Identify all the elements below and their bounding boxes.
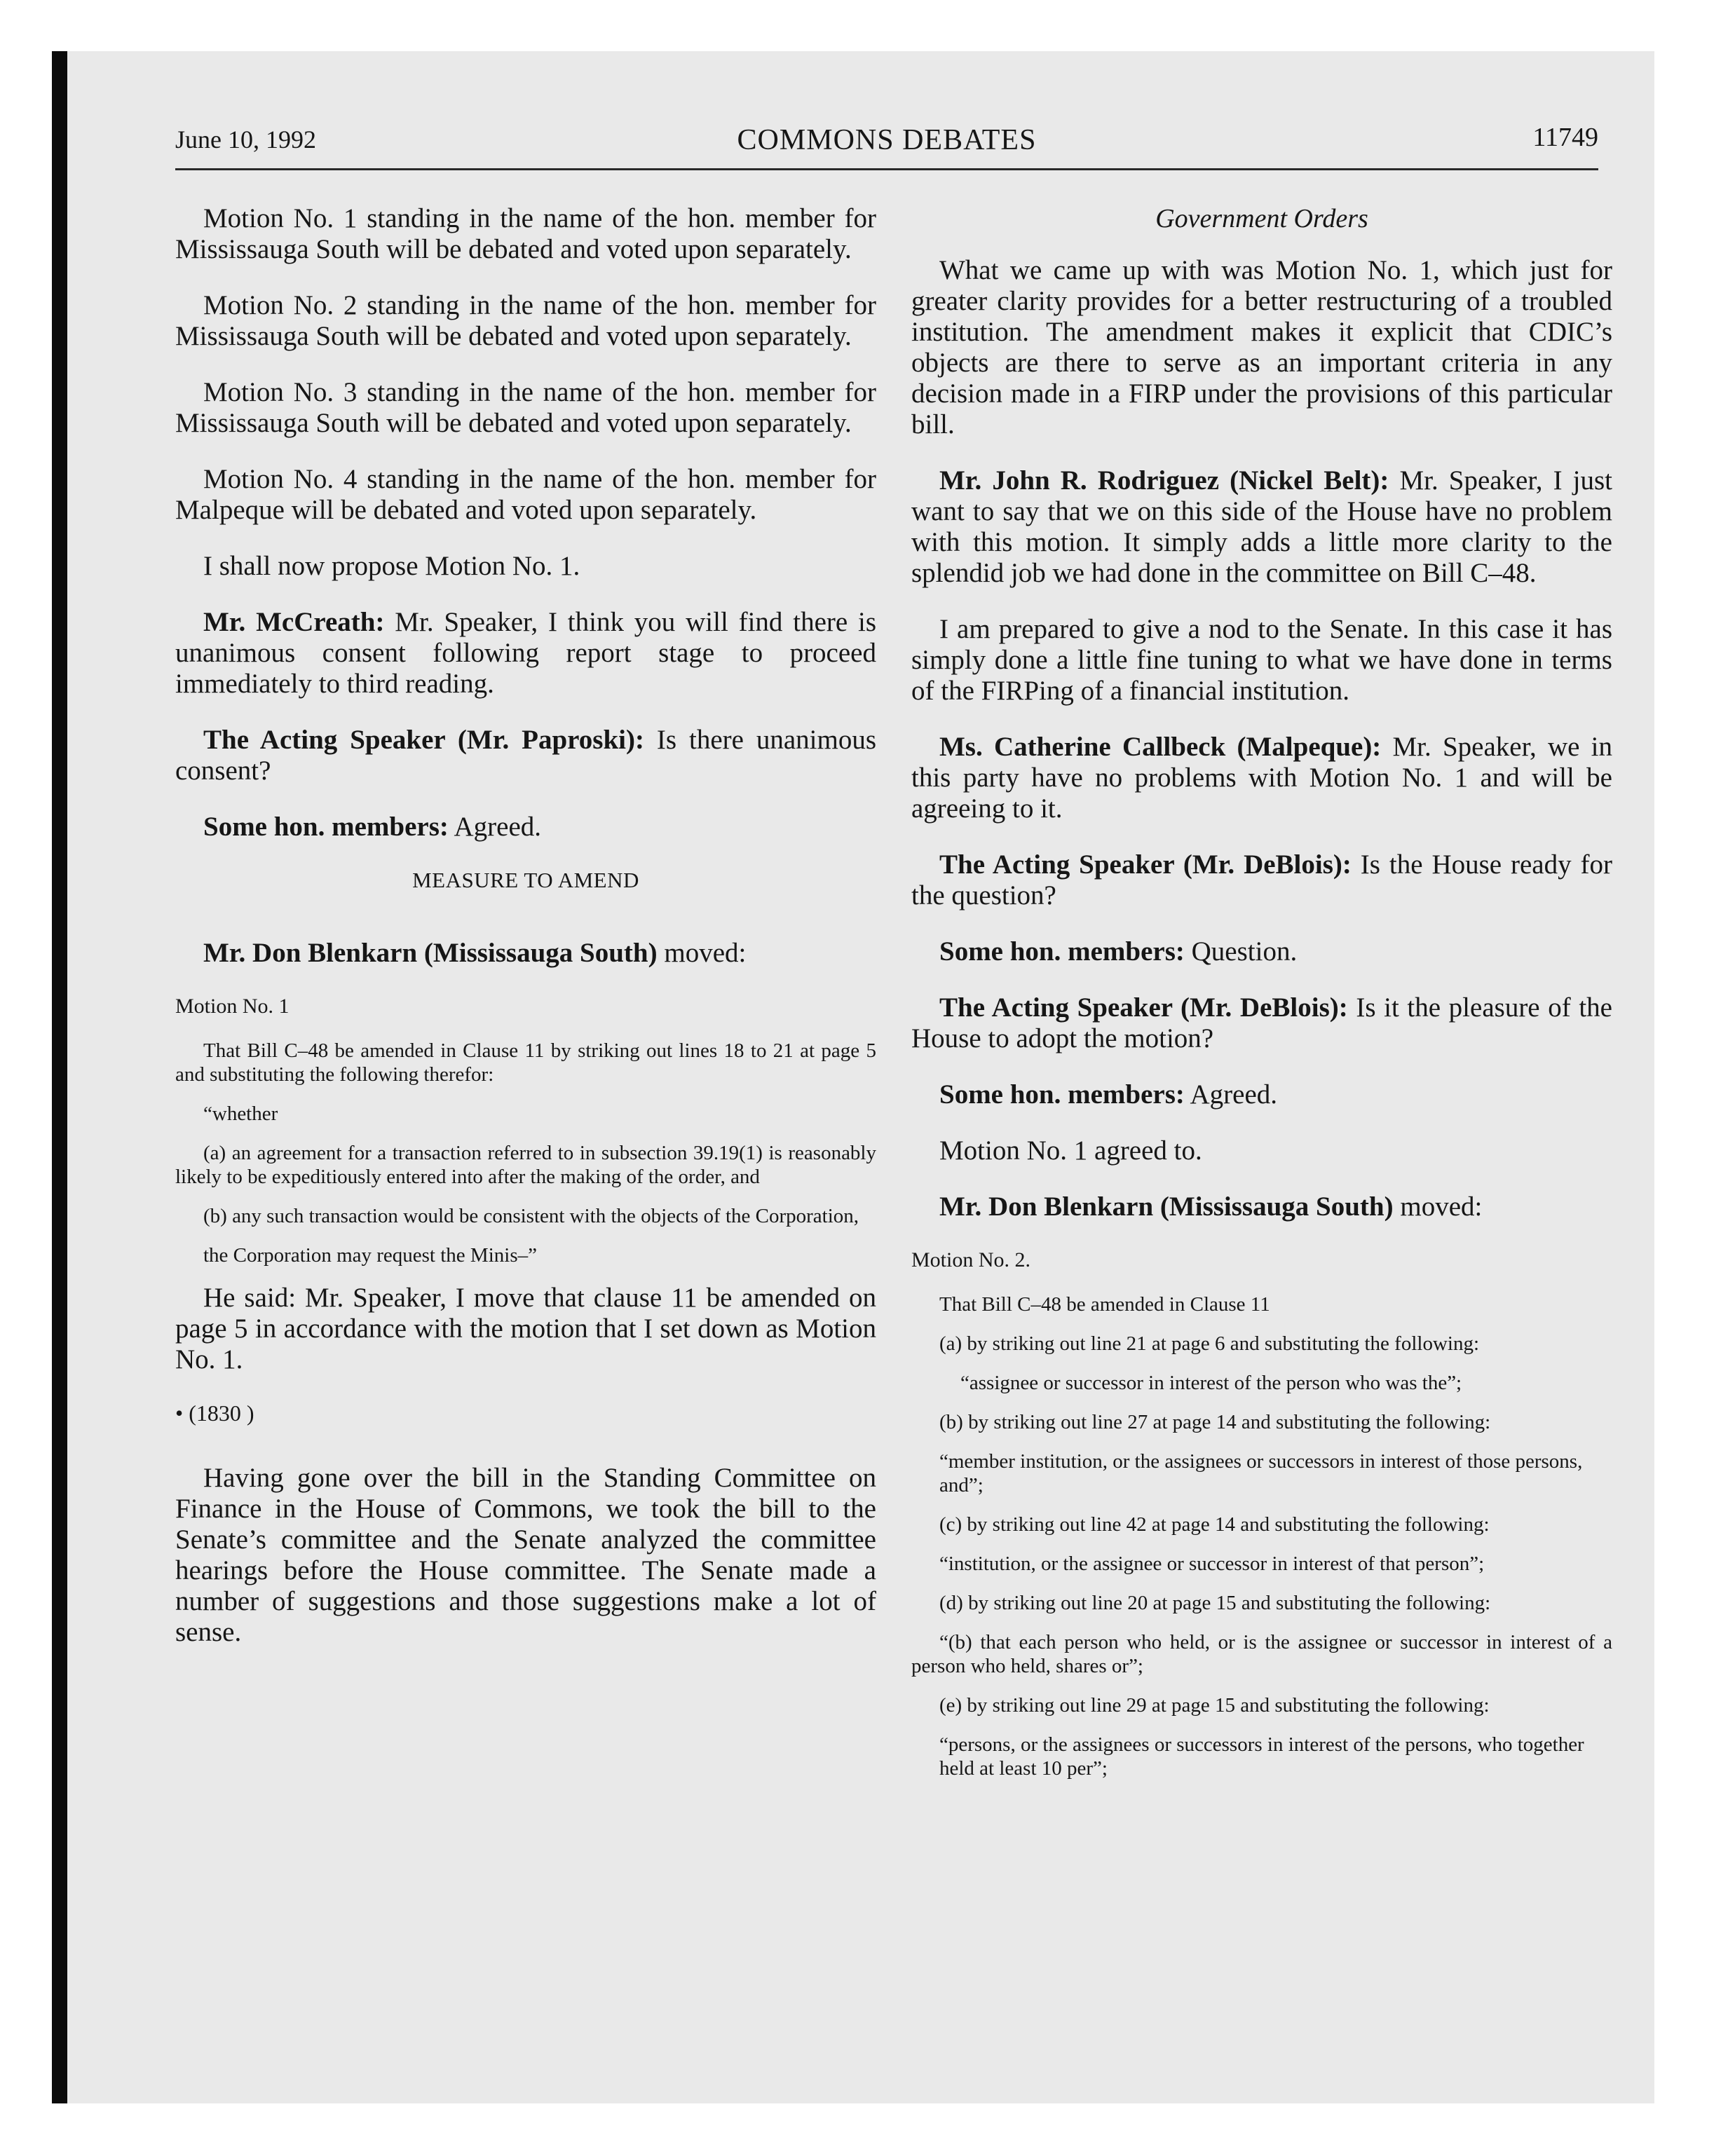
amendment-text: “institution, or the assignee or successor in interest of that person”; [939,1553,1485,1575]
right-column [911,203,1612,1796]
paragraph: I am prepared to give a nod to the Senate. In this case it has simply done a little fine tuning to what we have done in terms of the FIRPing of a financial institution. [911,614,1612,706]
amendment-text: (b) by striking out line 27 at page 14 and substituting the following: [939,1411,1491,1433]
amendment-text: (a) an agreement for a transaction referred to in subsection 39.19(1) is reasonably likely to be expeditiously entered into after the making of the order, and [175,1142,876,1188]
paragraph: Having gone over the bill in the Standing Committee on Finance in the House of Commons, we took the bill to the Senate’s committee and the Senate analyzed the committee hearings before the House committee. The Senate made a number of suggestions and those suggestions make a lot of sense. [175,1463,876,1647]
speech-text: moved: [1393,1192,1483,1222]
speaker-name: Mr. John R. Rodriguez (Nickel Belt): [939,465,1389,496]
speech-text: Mr. Speaker, I just want to say that we on this side of the House have no problem with this motion. It simply adds a little more clarity to the splendid job we had done in the committee on Bill C–48. [911,465,1612,588]
speaker-name: The Acting Speaker (Mr. DeBlois): [939,850,1352,880]
speaker-name: Some hon. members: [939,936,1185,967]
speaker-name: Some hon. members: [203,812,449,842]
amendment-text: (d) by striking out line 20 at page 15 and substituting the following: [939,1592,1491,1614]
header-title: COMMONS DEBATES [737,124,1037,156]
paragraph: Motion No. 1 agreed to. [939,1135,1202,1166]
speech-paragraph [175,938,876,969]
speech-text: Is it the pleasure of the House to adopt the motion? [911,992,1612,1053]
amendment-text: That Bill C–48 be amended in Clause 11 [939,1293,1270,1316]
time-stamp: • (1830 ) [175,1400,254,1426]
speech-text: Is there unanimous consent? [175,725,877,786]
speech-paragraph [911,1192,1612,1222]
speech-text: Is the House ready for the question? [911,850,1613,910]
page-number: 11749 [1532,123,1598,152]
speaker-name: The Acting Speaker (Mr. DeBlois): [939,992,1348,1023]
amendment-text: “whether [203,1103,278,1125]
amendment-text: the Corporation may request the Minis–” [203,1244,537,1267]
scan-edge [52,51,67,2103]
paragraph: Motion No. 3 standing in the name of the hon. member for Mississauga South will be debated and voted upon separately. [175,377,876,438]
speech-text: Agreed. [448,812,542,842]
speaker-name: Mr. Don Blenkarn (Mississauga South) [203,938,658,968]
speaker-name: The Acting Speaker (Mr. Paproski): [203,725,644,755]
paragraph: He said: Mr. Speaker, I move that clause 11 be amended on page 5 in accordance with the motion that I set down as Motion No. 1. [175,1283,876,1374]
speaker-name: Ms. Catherine Callbeck (Malpeque): [939,732,1382,762]
speech-paragraph [911,850,1612,911]
paragraph: What we came up with was Motion No. 1, which just for greater clarity provides for a better restructuring of a troubled institution. The amendment makes it explicit that CDIC’s objects are there to serve as an important criteria in any decision made in a FIRP under the provisions of this particular bill. [911,255,1612,439]
speech-paragraph [911,732,1612,824]
motion-label: Motion No. 1 [175,995,290,1018]
paragraph: Motion No. 1 standing in the name of the hon. member for Mississauga South will be debated and voted upon separately. [175,203,876,264]
speech-text: Question. [1184,936,1298,967]
page-header [175,125,1598,170]
speech-paragraph [911,936,1612,967]
amendment-text: (e) by striking out line 29 at page 15 and substituting the following: [939,1694,1490,1717]
amendment-text: That Bill C–48 be amended in Clause 11 by striking out lines 18 to 21 at page 5 and substituting the following therefor: [175,1039,876,1086]
speech-paragraph [911,465,1612,589]
speaker-name: Mr. McCreath: [203,607,385,637]
amendment-text: (c) by striking out line 42 at page 14 and substituting the following: [939,1513,1490,1536]
amendment-text: “persons, or the assignees or successors in interest of the persons, who together held at least 10 per”; [939,1733,1584,1780]
paragraph: I shall now propose Motion No. 1. [203,551,580,581]
amendment-text: (a) by striking out line 21 at page 6 and substituting the following: [939,1332,1480,1355]
section-heading: MEASURE TO AMEND [412,868,639,892]
speech-paragraph [911,1079,1612,1110]
speech-text: Mr. Speaker, we in this party have no problems with Motion No. 1 and will be agreeing to it. [911,732,1612,824]
paragraph: Motion No. 4 standing in the name of the hon. member for Malpeque will be debated and voted upon separately. [175,464,876,525]
amendment-text: “(b) that each person who held, or is the assignee or successor in interest of a person who held, shares or”; [911,1631,1612,1677]
speech-paragraph [911,992,1612,1054]
header-date: June 10, 1992 [175,125,316,153]
paragraph: Motion No. 2 standing in the name of the hon. member for Mississauga South will be debated and voted upon separately. [175,290,876,351]
running-section-title: Government Orders [1155,204,1368,233]
amendment-text: “member institution, or the assignees or successors in interest of those persons, and”; [939,1450,1583,1496]
speaker-name: Some hon. members: [939,1079,1185,1110]
speech-text: Mr. Speaker, I think you will find there is unanimous consent following report stage to proceed immediately to third reading. [175,607,877,699]
speech-text: Agreed. [1184,1079,1278,1110]
motion-label: Motion No. 2. [911,1248,1031,1271]
amendment-text: (b) any such transaction would be consistent with the objects of the Corporation, [203,1205,859,1227]
speaker-name: Mr. Don Blenkarn (Mississauga South) [939,1192,1394,1222]
left-column [175,203,876,1673]
amendment-text: “assignee or successor in interest of the person who was the”; [960,1372,1462,1394]
speech-paragraph [175,607,876,700]
speech-paragraph [175,812,876,842]
speech-paragraph [175,725,876,786]
speech-text: moved: [657,938,747,968]
